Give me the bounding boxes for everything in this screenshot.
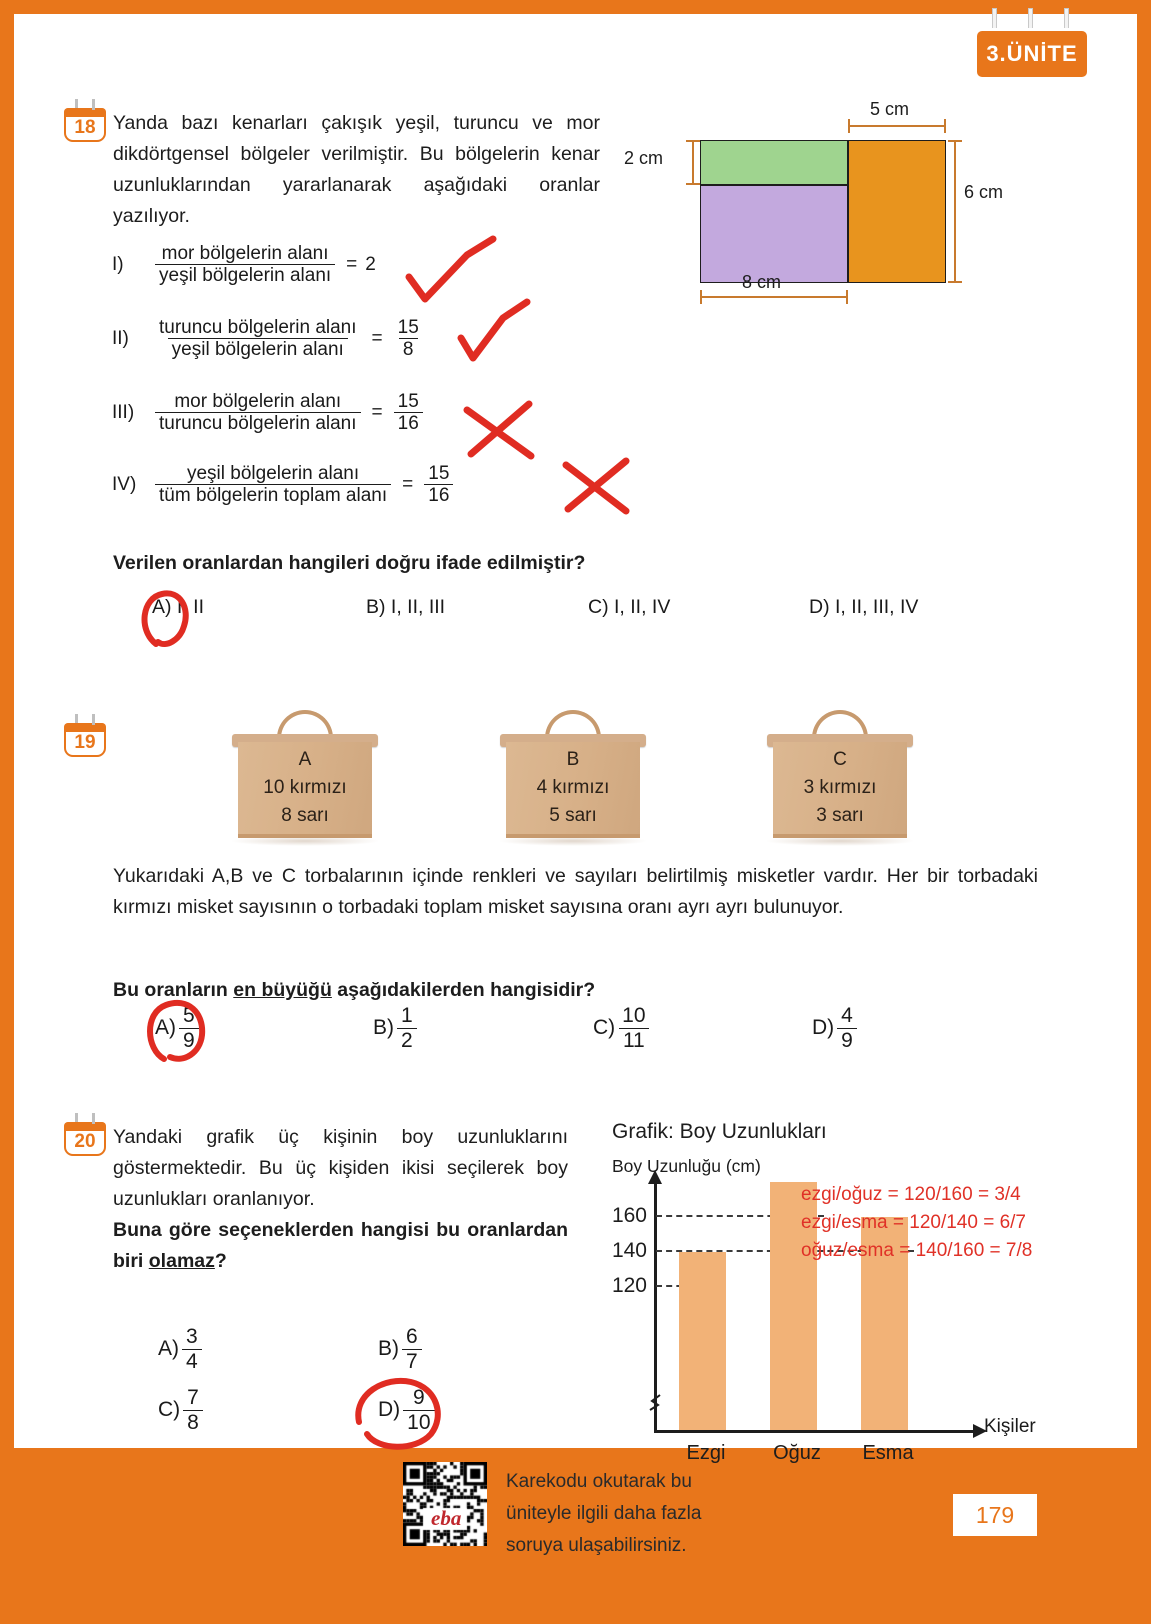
ratio-3-numerator: mor bölgelerin alanı (174, 391, 342, 412)
q18-option-c-label: C) (588, 596, 609, 618)
bag-c-red: 3 kırmızı (803, 777, 877, 798)
q20-option-b-num: 6 (406, 1325, 418, 1348)
ratio-4-fraction (155, 463, 391, 507)
bag-c-text (773, 746, 907, 830)
q19-option-b[interactable] (373, 1004, 420, 1052)
ink-cross-ratio-3 (463, 398, 543, 460)
q20-prompt-underline: olamaz (148, 1250, 215, 1272)
ratio-2-denominator: yeşil bölgelerin alanı (168, 338, 348, 360)
chart-ytick-140: 140 (611, 1239, 647, 1262)
bag-a-text (238, 746, 372, 830)
q19-option-d[interactable] (812, 1004, 860, 1052)
ratio-1-equals: = (346, 253, 358, 275)
rectangle-orange (848, 140, 946, 283)
q20-option-a-den: 4 (182, 1349, 202, 1374)
dim-top-cap-r (944, 119, 946, 133)
q19-option-d-num: 4 (841, 1004, 853, 1027)
annotation-ratio-3: oğuz/esma = 140/160 = 7/8 (801, 1240, 1033, 1261)
ratio-4-value (424, 463, 453, 507)
q18-option-b-label: B) (366, 596, 386, 618)
q20-option-b[interactable] (378, 1325, 425, 1373)
q20-option-d[interactable] (378, 1386, 438, 1434)
chart-xlabel-oguz: Oğuz (773, 1442, 821, 1464)
dim-bottom-line (700, 296, 848, 298)
q19-option-b-label: B) (373, 1016, 394, 1040)
chart-x-axis (654, 1430, 974, 1433)
q18-option-b-text: I, II, III (390, 596, 446, 618)
q20-option-a-label: A) (158, 1337, 179, 1361)
q20-prompt-pre: Buna göre seçeneklerden hangisi bu oranlardan biri (113, 1219, 568, 1272)
chart-x-axis-label: Kişiler (984, 1416, 1036, 1437)
ratio-1-denominator: yeşil bölgelerin alanı (155, 264, 335, 286)
ratio-2-numerator: turuncu bölgelerin alanı (159, 317, 357, 338)
ratio-item-4 (112, 463, 456, 507)
dim-right-line (954, 140, 956, 283)
bag-c-yellow: 3 sarı (816, 805, 864, 826)
q19-option-c-fraction (618, 1004, 649, 1052)
chart-xlabel-ezgi: Ezgi (686, 1442, 726, 1464)
question-19-text: Yukarıdaki A,B ve C torbalarının içinde renkleri ve sayıları belirtilmiş misketler vardır. Her bir torbadaki kırmızı misket sayısının o torbadaki toplam misket sayısına oranı ayrı ayrı bulunuyor. (113, 865, 1038, 918)
chart-xlabel-esma: Esma (862, 1442, 914, 1464)
bag-a (230, 710, 380, 842)
q18-option-c-text: I, II, IV (614, 596, 671, 618)
q20-option-a[interactable] (158, 1325, 205, 1373)
ink-check-ratio-2 (455, 300, 545, 365)
q20-option-b-den: 7 (402, 1349, 422, 1374)
dim-left-line (692, 140, 694, 185)
dim-right-label: 6 cm (964, 182, 1004, 202)
q19-option-a-den: 9 (179, 1028, 199, 1053)
page-right-border (1137, 0, 1151, 1624)
q20-option-a-fraction (182, 1325, 202, 1373)
footer-line-3: soruya ulaşabilirsiniz. (506, 1535, 687, 1556)
q19-option-b-fraction (397, 1004, 417, 1052)
annotation-ratio-1: ezgi/oğuz = 120/160 = 3/4 (801, 1184, 1021, 1205)
bag-c-name: C (833, 749, 847, 770)
dim-top-cap-l (848, 119, 850, 133)
ratio-4-numerator: yeşil bölgelerin alanı (186, 463, 360, 484)
q18-option-c[interactable] (588, 596, 670, 619)
q19-option-d-fraction (837, 1004, 857, 1052)
dim-left-label: 2 cm (624, 148, 664, 168)
page-left-border (0, 0, 14, 1624)
ratio-3-denominator: turuncu bölgelerin alanı (155, 412, 361, 434)
q19-prompt-post: aşağıdakilerden hangisidir? (331, 979, 596, 1001)
q18-option-a-text: I, II (176, 596, 205, 618)
ratio-2-fraction (155, 317, 361, 361)
q19-option-c-den: 11 (619, 1028, 649, 1053)
q18-option-d-text: I, II, III, IV (835, 596, 919, 618)
ratio-item-2 (112, 317, 426, 361)
ratio-2-roman: II) (112, 327, 129, 349)
unit-badge (964, 8, 1099, 86)
ratio-3-value-den: 16 (394, 412, 423, 434)
question-number-18: 18 (64, 108, 106, 142)
dim-bottom-label: 8 cm (742, 272, 782, 292)
bag-a-shadow (230, 836, 380, 846)
bag-c-shadow (765, 836, 915, 846)
q20-option-d-den: 10 (403, 1410, 434, 1435)
ratio-3-roman: III) (112, 401, 135, 423)
annotation-ratio-2: ezgi/esma = 120/140 = 6/7 (801, 1212, 1026, 1233)
bag-b-yellow: 5 sarı (549, 805, 597, 826)
dim-right-cap-b (948, 281, 962, 283)
ratio-1-roman: I) (112, 253, 124, 275)
rectangle-green (700, 140, 848, 185)
bag-c (765, 710, 915, 842)
dim-left-cap-t (686, 140, 700, 142)
q19-option-a[interactable] (155, 1004, 202, 1052)
page-number: 179 (953, 1494, 1037, 1536)
question-20-prompt (113, 1215, 568, 1277)
q19-option-a-num: 5 (183, 1004, 195, 1027)
q20-option-d-label: D) (378, 1398, 401, 1422)
q19-option-d-label: D) (812, 1016, 835, 1040)
q18-option-a-label: A) (152, 596, 172, 618)
q20-option-a-num: 3 (186, 1325, 198, 1348)
q20-option-c-num: 7 (187, 1386, 199, 1409)
unit-badge-label: 3.ÜNİTE (974, 28, 1090, 80)
ratio-4-value-den: 16 (424, 484, 453, 506)
ratio-item-1 (112, 243, 376, 287)
q19-option-b-den: 2 (397, 1028, 417, 1053)
ratio-3-value (394, 391, 423, 435)
chart-ytick-120: 120 (611, 1274, 647, 1297)
question-number-19: 19 (64, 723, 106, 757)
q18-option-a[interactable] (152, 596, 204, 619)
footer-line-1: Karekodu okutarak bu (506, 1471, 692, 1492)
chart-title: Grafik: Boy Uzunlukları (612, 1120, 827, 1143)
q19-option-a-label: A) (155, 1016, 176, 1040)
q18-option-b[interactable] (366, 596, 445, 619)
q20-prompt-post: ? (214, 1250, 227, 1272)
ratio-2-value-num: 15 (397, 317, 419, 338)
ratio-1-value: 2 (365, 253, 376, 275)
chart-bar-ezgi (679, 1252, 726, 1430)
ink-cross-ratio-4 (560, 455, 640, 517)
ink-check-ratio-1 (405, 235, 515, 305)
q19-option-a-fraction (179, 1004, 199, 1052)
ratio-2-equals: = (371, 327, 383, 349)
bag-b (498, 710, 648, 842)
dim-bottom-cap-l (700, 290, 702, 304)
qr-code-canvas (403, 1462, 487, 1546)
dim-top-line (848, 125, 946, 127)
question-18-text: Yanda bazı kenarları çakışık yeşil, turuncu ve mor dikdörtgensel bölgeler verilmiştir. Bu bölgelerin kenar uzunluklarından yararlanarak aşağıdaki oranlar yazılıyor. (113, 112, 600, 227)
bag-b-text (506, 746, 640, 830)
q20-option-c-den: 8 (183, 1410, 203, 1435)
ratio-1-numerator: mor bölgelerin alanı (161, 243, 329, 264)
q20-option-d-num: 9 (413, 1386, 425, 1409)
bag-b-shadow (498, 836, 648, 846)
bag-a-name: A (298, 749, 312, 770)
ratio-4-denominator: tüm bölgelerin toplam alanı (155, 484, 391, 506)
dim-right-cap-t (948, 140, 962, 142)
dim-bottom-cap-r (846, 290, 848, 304)
q20-option-c-label: C) (158, 1398, 181, 1422)
ratio-3-equals: = (371, 401, 383, 423)
q20-option-c-fraction (183, 1386, 203, 1434)
ratio-4-value-num: 15 (428, 463, 450, 484)
rectangle-purple (700, 185, 848, 283)
q20-option-d-fraction (403, 1386, 434, 1434)
figure-rectangles-18 (620, 100, 1040, 300)
q20-option-b-label: B) (378, 1337, 399, 1361)
chart-y-axis-label: Boy Uzunluğu (cm) (612, 1156, 761, 1176)
bag-a-yellow: 8 sarı (281, 805, 329, 826)
q19-option-c[interactable] (593, 1004, 653, 1052)
ratio-item-3 (112, 391, 426, 435)
bag-a-red: 10 kırmızı (263, 777, 347, 798)
q20-option-c[interactable] (158, 1386, 206, 1434)
ratio-3-value-num: 15 (397, 391, 419, 412)
ratio-4-roman: IV) (112, 473, 137, 495)
ratio-2-value (394, 317, 423, 361)
q19-prompt-pre: Bu oranların (113, 979, 234, 1001)
bag-b-red: 4 kırmızı (536, 777, 610, 798)
q18-option-d-label: D) (809, 596, 830, 618)
q19-option-c-num: 10 (622, 1004, 646, 1027)
qr-code (403, 1462, 487, 1546)
bar-chart-heights (611, 1120, 1052, 1464)
bag-b-name: B (566, 749, 580, 770)
q19-option-d-den: 9 (837, 1028, 857, 1053)
footer-text (506, 1466, 836, 1562)
question-number-20: 20 (64, 1122, 106, 1156)
qr-brand-label: eba (431, 1506, 462, 1530)
dim-top-label: 5 cm (870, 99, 910, 119)
ratio-4-equals: = (402, 473, 414, 495)
q19-option-c-label: C) (593, 1016, 616, 1040)
ratio-2-value-den: 8 (399, 338, 418, 360)
question-18-prompt: Verilen oranlardan hangileri doğru ifade edilmiştir? (113, 552, 586, 574)
q20-option-b-fraction (402, 1325, 422, 1373)
ratio-3-fraction (155, 391, 361, 435)
ratio-1-fraction (155, 243, 335, 287)
footer-line-2: üniteyle ilgili daha fazla (506, 1503, 702, 1524)
question-20-text: Yandaki grafik üç kişinin boy uzunluklarını göstermektedir. Bu üç kişiden ikisi seçilerek boy uzunlukları oranlanıyor. (113, 1126, 568, 1210)
chart-ytick-160: 160 (611, 1204, 647, 1227)
q18-option-d[interactable] (809, 596, 918, 619)
question-19-prompt (113, 975, 1013, 1006)
q19-prompt-underline: en büyüğü (233, 979, 332, 1001)
q19-option-b-num: 1 (401, 1004, 413, 1027)
dim-left-cap-b (686, 183, 700, 185)
